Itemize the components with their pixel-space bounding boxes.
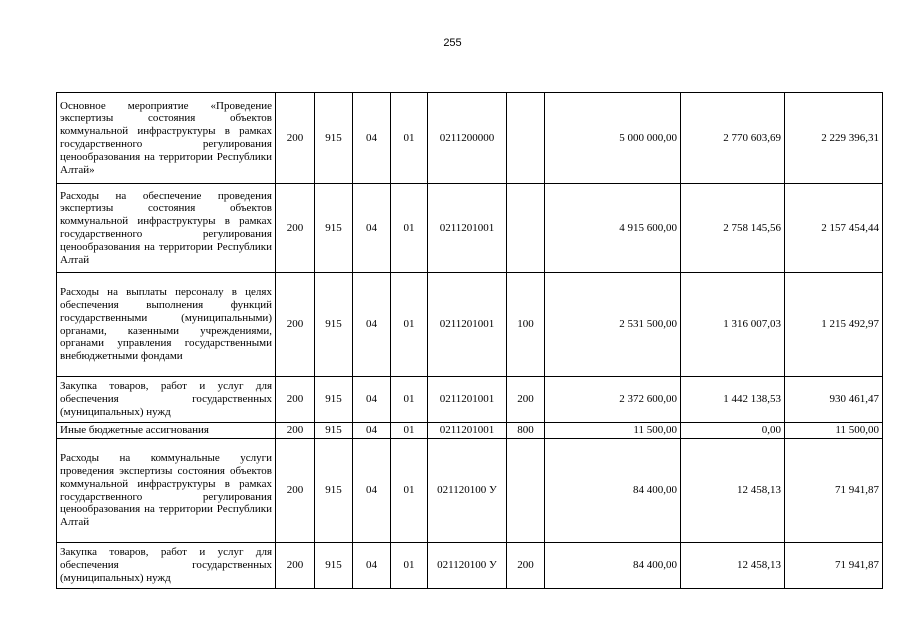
row-name: Расходы на обеспечение проведения экспертизы состояния объектов коммунальной инфраструктуры в рамках государственного регулирования ценообразования на территории Республики Алтай [57,184,276,273]
cell-approved: 84 400,00 [545,543,681,589]
cell-admin-code: 200 [276,184,315,273]
cell-target-article: 021120100 У [428,439,507,543]
table-row [57,93,883,184]
cell-section: 04 [353,439,391,543]
cell-approved: 2 531 500,00 [545,273,681,377]
row-name: Расходы на выплаты персоналу в целях обеспечения выполнения функций государственными (муниципальными) органами, казенными учреждениями, органами управления государственными внебюджетными фондами [57,273,276,377]
cell-target-article: 0211201001 [428,377,507,423]
row-name: Основное мероприятие «Проведение экспертизы состояния объектов коммунальной инфраструктуры в рамках государственного регулирования ценообразования на территории Республики Алтай» [57,93,276,184]
cell-expense-type [507,439,545,543]
cell-subsection: 01 [391,439,428,543]
cell-ministry-code: 915 [315,543,353,589]
cell-admin-code: 200 [276,93,315,184]
cell-approved: 2 372 600,00 [545,377,681,423]
cell-target-article: 021120100 У [428,543,507,589]
cell-remaining: 11 500,00 [785,423,883,439]
cell-expense-type [507,184,545,273]
table-row [57,543,883,589]
cell-ministry-code: 915 [315,93,353,184]
row-name: Расходы на коммунальные услуги проведения экспертизы состояния объектов коммунальной инфраструктуры в рамках государственного регулирования ценообразования на территории Республики Алтай [57,439,276,543]
cell-admin-code: 200 [276,543,315,589]
cell-subsection: 01 [391,184,428,273]
cell-section: 04 [353,543,391,589]
page-number: 255 [443,37,462,49]
cell-section: 04 [353,377,391,423]
cell-section: 04 [353,184,391,273]
cell-target-article: 0211201001 [428,423,507,439]
cell-approved: 11 500,00 [545,423,681,439]
cell-target-article: 0211201001 [428,184,507,273]
cell-admin-code: 200 [276,377,315,423]
cell-section: 04 [353,93,391,184]
cell-approved: 4 915 600,00 [545,184,681,273]
table-row [57,377,883,423]
table-row [57,273,883,377]
cell-ministry-code: 915 [315,377,353,423]
cell-executed: 1 442 138,53 [681,377,785,423]
cell-remaining: 71 941,87 [785,543,883,589]
cell-subsection: 01 [391,273,428,377]
table-row [57,439,883,543]
cell-ministry-code: 915 [315,423,353,439]
row-name: Закупка товаров, работ и услуг для обеспечения государственных (муниципальных) нужд [57,543,276,589]
cell-ministry-code: 915 [315,439,353,543]
cell-executed: 2 770 603,69 [681,93,785,184]
cell-section: 04 [353,273,391,377]
cell-expense-type: 200 [507,377,545,423]
cell-executed: 12 458,13 [681,543,785,589]
table-row [57,423,883,439]
cell-admin-code: 200 [276,273,315,377]
cell-expense-type: 200 [507,543,545,589]
cell-target-article: 0211201001 [428,273,507,377]
cell-remaining: 2 157 454,44 [785,184,883,273]
cell-subsection: 01 [391,543,428,589]
cell-remaining: 2 229 396,31 [785,93,883,184]
cell-subsection: 01 [391,423,428,439]
cell-remaining: 1 215 492,97 [785,273,883,377]
cell-executed: 2 758 145,56 [681,184,785,273]
table-body [57,93,883,589]
cell-ministry-code: 915 [315,184,353,273]
cell-remaining: 930 461,47 [785,377,883,423]
cell-admin-code: 200 [276,439,315,543]
cell-subsection: 01 [391,93,428,184]
row-name: Закупка товаров, работ и услуг для обеспечения государственных (муниципальных) нужд [57,377,276,423]
cell-section: 04 [353,423,391,439]
cell-executed: 12 458,13 [681,439,785,543]
cell-executed: 1 316 007,03 [681,273,785,377]
cell-approved: 84 400,00 [545,439,681,543]
cell-approved: 5 000 000,00 [545,93,681,184]
table-row [57,184,883,273]
cell-target-article: 0211200000 [428,93,507,184]
cell-executed: 0,00 [681,423,785,439]
cell-expense-type: 100 [507,273,545,377]
budget-table [56,92,883,589]
row-name: Иные бюджетные ассигнования [57,423,276,439]
cell-expense-type: 800 [507,423,545,439]
cell-ministry-code: 915 [315,273,353,377]
cell-subsection: 01 [391,377,428,423]
cell-remaining: 71 941,87 [785,439,883,543]
cell-admin-code: 200 [276,423,315,439]
cell-expense-type [507,93,545,184]
